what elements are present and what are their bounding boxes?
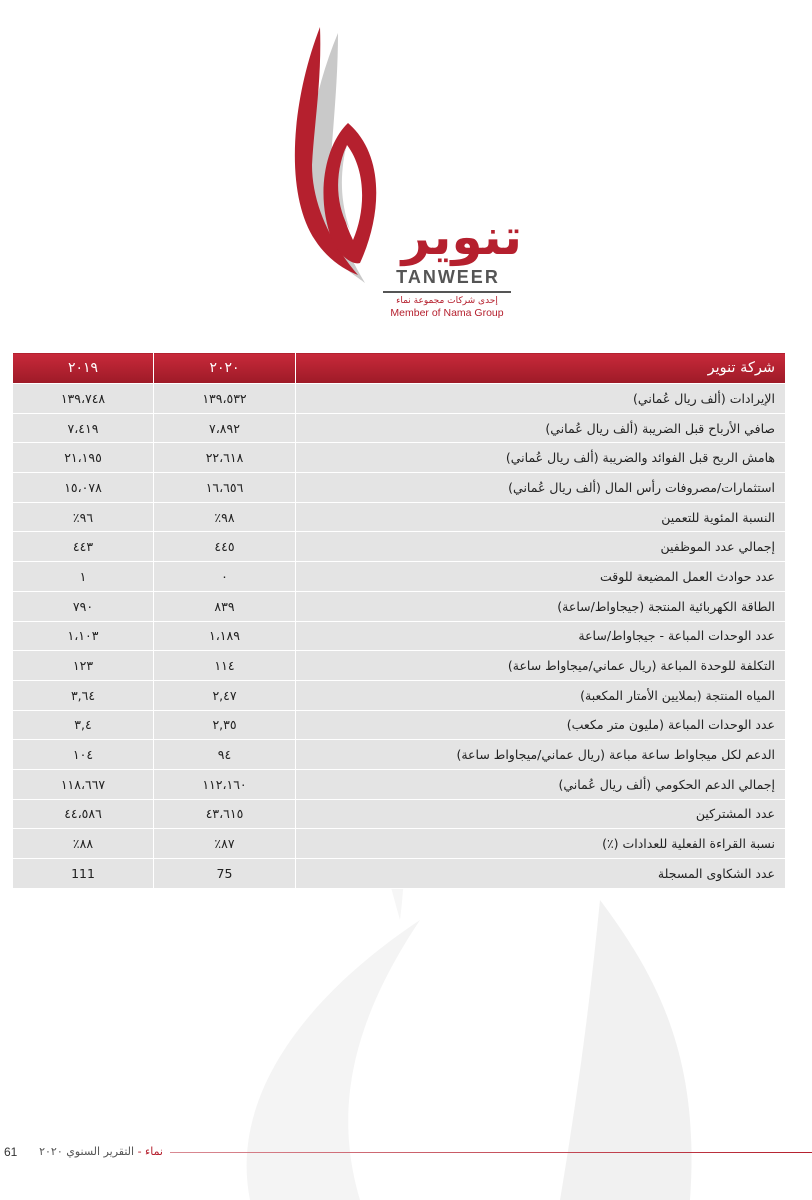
logo-arabic-name: تنوير xyxy=(401,208,522,266)
cell-indicator-label: إجمالي عدد الموظفين xyxy=(296,532,786,562)
table-row xyxy=(13,413,786,443)
cell-value-2019: 111 xyxy=(13,859,154,889)
table-row xyxy=(13,591,786,621)
cell-value-2019: ١٢٣ xyxy=(13,651,154,681)
cell-indicator-label: المياه المنتجة (بملايين الأمتار المكعبة) xyxy=(296,680,786,710)
cell-value-2019: ١،١٠٣ xyxy=(13,621,154,651)
cell-value-2020: ٨٣٩ xyxy=(154,591,296,621)
page-number: 61 xyxy=(4,1145,18,1159)
footer-title: التقرير السنوي ٢٠٢٠ xyxy=(39,1145,135,1158)
cell-value-2019: ١١٨،٦٦٧ xyxy=(13,769,154,799)
cell-value-2020: ٤٤٥ xyxy=(154,532,296,562)
table-row xyxy=(13,680,786,710)
tanweer-logo xyxy=(290,25,530,325)
cell-indicator-label: عدد المشتركين xyxy=(296,799,786,829)
cell-value-2019: ٧،٤١٩ xyxy=(13,413,154,443)
cell-value-2020: ١٦،٦٥٦ xyxy=(154,473,296,503)
footer-brand: نماء - xyxy=(137,1145,163,1158)
cell-value-2020: ٢٢،٦١٨ xyxy=(154,443,296,473)
cell-value-2019: ٪٨٨ xyxy=(13,829,154,859)
logo-english-name: TANWEER xyxy=(396,267,500,287)
cell-value-2020: ٢,٤٧ xyxy=(154,680,296,710)
table-row xyxy=(13,740,786,770)
table-row xyxy=(13,562,786,592)
table-row xyxy=(13,502,786,532)
table-row xyxy=(13,710,786,740)
cell-value-2019: ٤٤،٥٨٦ xyxy=(13,799,154,829)
table-row xyxy=(13,384,786,414)
cell-indicator-label: عدد الوحدات المباعة (مليون متر مكعب) xyxy=(296,710,786,740)
cell-value-2019: ٣,٦٤ xyxy=(13,680,154,710)
table-row xyxy=(13,532,786,562)
cell-value-2020: ٠ xyxy=(154,562,296,592)
logo-subtitle-english: Member of Nama Group xyxy=(390,307,504,319)
header-company-name: شركة تنوير xyxy=(296,353,786,384)
cell-value-2020: ١٣٩،٥٣٢ xyxy=(154,384,296,414)
cell-value-2020: ٩٤ xyxy=(154,740,296,770)
cell-value-2020: ١١٢،١٦٠ xyxy=(154,769,296,799)
cell-indicator-label: النسبة المئوية للتعمين xyxy=(296,502,786,532)
cell-indicator-label: التكلفة للوحدة المباعة (ريال عماني/ميجاواط ساعة) xyxy=(296,651,786,681)
cell-value-2020: ١،١٨٩ xyxy=(154,621,296,651)
logo-divider xyxy=(383,291,511,293)
table-row xyxy=(13,769,786,799)
cell-value-2019: ١٠٤ xyxy=(13,740,154,770)
logo-subtitle-arabic: إحدى شركات مجموعة نماء xyxy=(396,296,498,306)
cell-indicator-label: الإيرادات (ألف ريال عُماني) xyxy=(296,384,786,414)
cell-value-2020: ٪٩٨ xyxy=(154,502,296,532)
cell-value-2019: ١٣٩،٧٤٨ xyxy=(13,384,154,414)
cell-value-2019: ١٥،٠٧٨ xyxy=(13,473,154,503)
cell-value-2020: ٪٨٧ xyxy=(154,829,296,859)
key-indicators-table xyxy=(12,352,786,889)
cell-value-2019: ١ xyxy=(13,562,154,592)
cell-value-2019: ٣,٤ xyxy=(13,710,154,740)
table-row xyxy=(13,621,786,651)
cell-indicator-label: عدد حوادث العمل المضيعة للوقت xyxy=(296,562,786,592)
cell-indicator-label: نسبة القراءة الفعلية للعدادات (٪) xyxy=(296,829,786,859)
cell-value-2020: ٢,٣٥ xyxy=(154,710,296,740)
table-row xyxy=(13,473,786,503)
cell-indicator-label: عدد الشكاوى المسجلة xyxy=(296,859,786,889)
table-row xyxy=(13,443,786,473)
cell-indicator-label: عدد الوحدات المباعة - جيجاواط/ساعة xyxy=(296,621,786,651)
cell-indicator-label: الدعم لكل ميجاواط ساعة مباعة (ريال عماني/ميجاواط ساعة) xyxy=(296,740,786,770)
cell-indicator-label: صافي الأرباح قبل الضريبة (ألف ريال عُماني) xyxy=(296,413,786,443)
cell-value-2020: ٧،٨٩٢ xyxy=(154,413,296,443)
footer-report-title xyxy=(28,1145,163,1158)
cell-indicator-label: استثمارات/مصروفات رأس المال (ألف ريال عُماني) xyxy=(296,473,786,503)
table-row xyxy=(13,651,786,681)
cell-value-2019: ٧٩٠ xyxy=(13,591,154,621)
cell-indicator-label: الطاقة الكهربائية المنتجة (جيجاواط/ساعة) xyxy=(296,591,786,621)
cell-value-2019: ٢١،١٩٥ xyxy=(13,443,154,473)
header-year-2020: ٢٠٢٠ xyxy=(154,353,296,384)
cell-value-2020: ٤٣،٦١٥ xyxy=(154,799,296,829)
cell-value-2019: ٪٩٦ xyxy=(13,502,154,532)
cell-indicator-label: إجمالي الدعم الحكومي (ألف ريال عُماني) xyxy=(296,769,786,799)
cell-indicator-label: هامش الربح قبل الفوائد والضريبة (ألف ريال عُماني) xyxy=(296,443,786,473)
table-header-row xyxy=(13,353,786,384)
cell-value-2019: ٤٤٣ xyxy=(13,532,154,562)
table-row xyxy=(13,829,786,859)
cell-value-2020: 75 xyxy=(154,859,296,889)
header-year-2019: ٢٠١٩ xyxy=(13,353,154,384)
table-body xyxy=(13,384,786,889)
cell-value-2020: ١١٤ xyxy=(154,651,296,681)
table-row xyxy=(13,859,786,889)
footer-divider xyxy=(170,1152,812,1153)
table-row xyxy=(13,799,786,829)
